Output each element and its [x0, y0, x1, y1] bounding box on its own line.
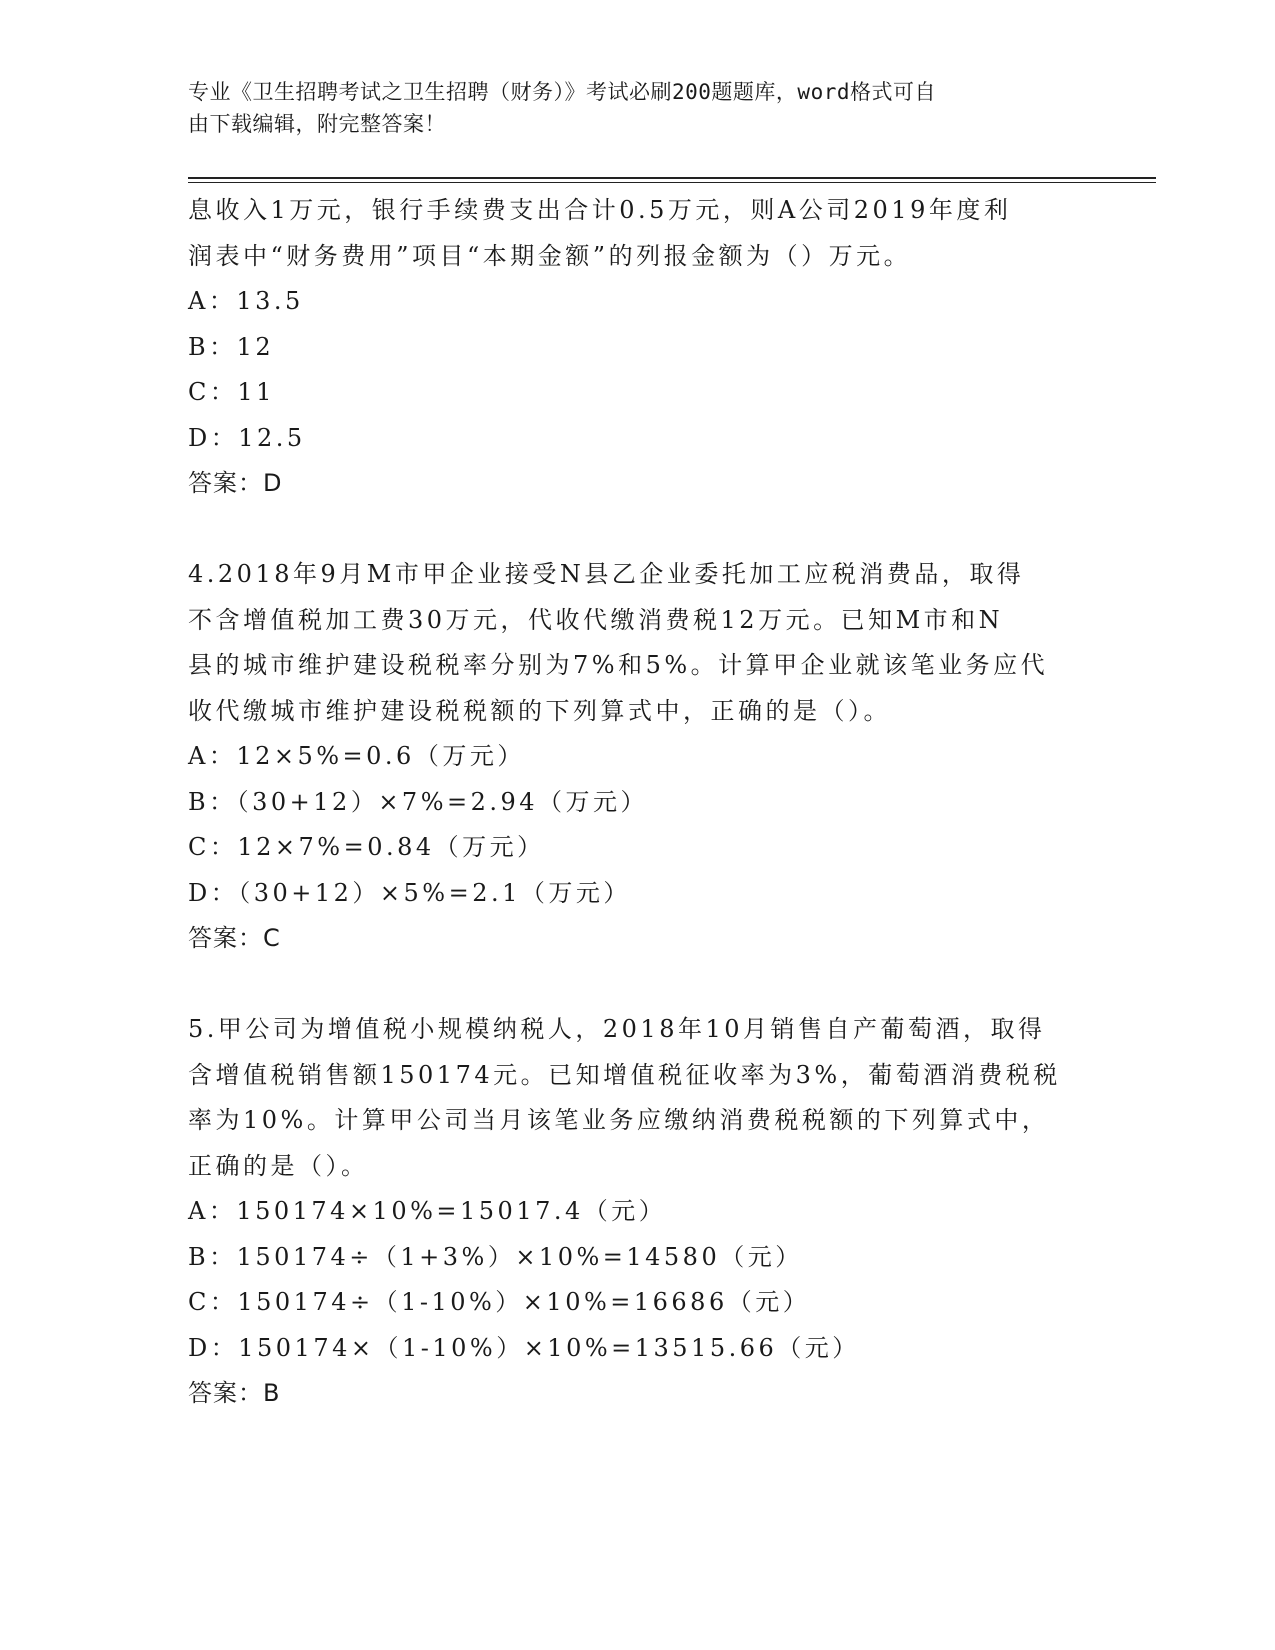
question-5 [188, 1007, 1088, 1417]
question-spacer [188, 507, 1088, 553]
question-3 [188, 188, 1088, 507]
question-stem-line: 正确的是（）。 [188, 1151, 369, 1180]
question-stem-line: 4.2018年9月M市甲企业接受N县乙企业委托加工应税消费品，取得 [188, 560, 1025, 588]
header-line-1: 专业《卫生招聘考试之卫生招聘（财务）》考试必刷200题题库，word格式可自 [188, 80, 936, 104]
option-b: B：12 [188, 332, 275, 361]
answer-line: 答案：D [188, 469, 283, 497]
header-divider-thick [188, 177, 1156, 179]
option-c: C：11 [188, 378, 275, 406]
question-list [188, 188, 1088, 1417]
question-stem-line: 县的城市维护建设税税率分别为7%和5%。计算甲企业就该笔业务应代 [188, 651, 1049, 679]
header-divider-thin [188, 182, 1156, 183]
question-stem-line: 息收入1万元，银行手续费支出合计0.5万元，则A公司2019年度利 [188, 196, 1012, 224]
question-spacer [188, 962, 1088, 1008]
option-b: B：（30+12）×7%=2.94（万元） [188, 787, 649, 816]
question-stem-line: 含增值税销售额150174元。已知增值税征收率为3%，葡萄酒消费税税 [188, 1060, 1061, 1089]
question-4 [188, 552, 1088, 962]
option-d: D：12.5 [188, 423, 306, 452]
question-stem-line: 不含增值税加工费30万元，代收代缴消费税12万元。已知M市和N [188, 605, 1004, 634]
answer-line: 答案：B [188, 1379, 281, 1407]
option-d: D：150174×（1-10%）×10%=13515.66（元） [188, 1333, 860, 1362]
question-stem-line: 润表中“财务费用”项目“本期金额”的列报金额为（）万元。 [188, 241, 912, 270]
option-d: D：（30+12）×5%=2.1（万元） [188, 878, 631, 907]
option-a: A：12×5%=0.6（万元） [188, 742, 525, 770]
question-stem-line: 率为10%。计算甲公司当月该笔业务应缴纳消费税税额的下列算式中， [188, 1106, 1050, 1134]
option-a: A：150174×10%=15017.4（元） [188, 1197, 667, 1225]
page-header [188, 76, 1068, 140]
answer-line: 答案：C [188, 924, 281, 952]
option-c: C：150174÷（1-10%）×10%=16686（元） [188, 1288, 811, 1316]
option-c: C：12×7%=0.84（万元） [188, 833, 545, 861]
header-line-2: 由下载编辑，附完整答案！ [188, 112, 446, 136]
question-stem-line: 5.甲公司为增值税小规模纳税人，2018年10月销售自产葡萄酒，取得 [188, 1015, 1046, 1043]
option-a: A：13.5 [188, 287, 304, 315]
option-b: B：150174÷（1+3%）×10%=14580（元） [188, 1242, 803, 1271]
question-stem-line: 收代缴城市维护建设税税额的下列算式中，正确的是（）。 [188, 696, 891, 725]
